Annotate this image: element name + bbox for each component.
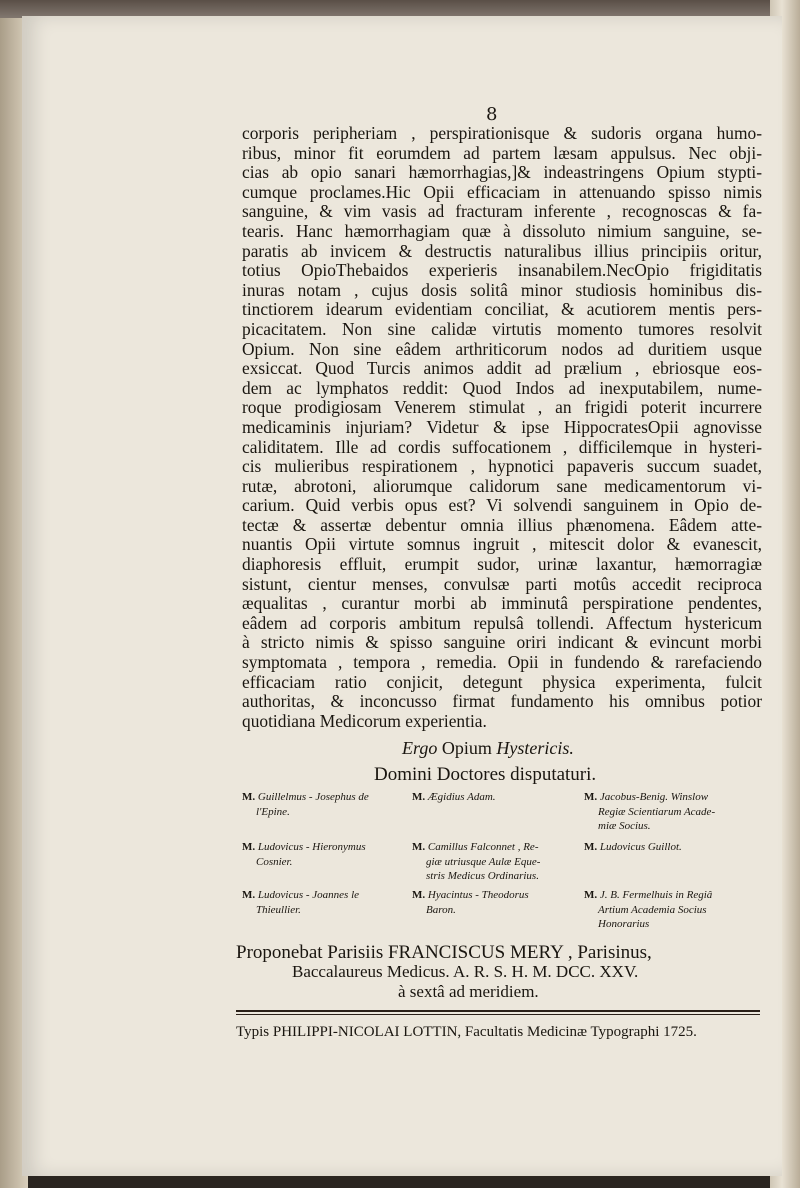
doctor-entry (412, 840, 540, 884)
divider-rule-thin (236, 1014, 760, 1015)
body-line: efficaciam ratio conjicit, detegunt physica experimenta, fulcit (242, 672, 762, 692)
conclusion-hystericis: Hystericis. (496, 738, 574, 758)
body-line: cis mulieribus respirationem , hypnotici papaveris succum suadet, (242, 457, 762, 477)
conclusion-opium: Opium (441, 738, 492, 758)
doctor-name-line: Honorarius (598, 918, 650, 930)
body-line: authoritas, & inconcusso firmat fundamento his omnibus potior (242, 692, 762, 712)
doctor-name-line: Artium Academia Socius (598, 903, 707, 916)
body-line: tearis. Hanc hæmorrhagiam quæ à dissoluto nimium sanguine, se- (242, 221, 762, 241)
doctor-entry (584, 888, 712, 932)
body-line: picacitatem. Non sine calidæ virtutis momento tumores resolvit (242, 319, 762, 339)
body-line: ribus, minor fit eorumdem ad partem læsam appulsus. Nec obji- (242, 143, 762, 163)
doctor-name-line: miæ Socius. (598, 820, 651, 832)
body-line: totius OpioThebaidos experieris insanabilem.NecOpio frigiditatis (242, 261, 762, 281)
body-line: diaphoresis effluit, erumpit sudor, urinæ laxantur, hæmorragiæ (242, 555, 762, 575)
doctor-title: M. (412, 791, 428, 803)
body-line: à stricto nimis & spisso sanguine oriri indicant & evincunt morbi (242, 633, 762, 653)
printer-imprint: Typis PHILIPPI-NICOLAI LOTTIN, Facultatis Medicinæ Typographi 1725. (236, 1024, 697, 1040)
body-line: symptomata , tempora , remedia. Opii in fundendo & rarefaciendo (242, 653, 762, 673)
doctor-name-line: Cosnier. (256, 855, 293, 868)
doctor-title: M. (584, 791, 600, 803)
body-line: roque prodigiosam Venerem stimulat , an frigidi poterit incurrere (242, 398, 762, 418)
body-line: sanguine, & vim vasis ad fracturam inferente , recognoscas & fa- (242, 202, 762, 222)
doctor-entry (412, 888, 529, 917)
conclusion-ergo: Ergo (402, 738, 438, 758)
time-line: à sextâ ad meridiem. (398, 982, 539, 1001)
doctor-title: M. (242, 841, 258, 853)
doctor-entry (584, 840, 682, 855)
body-line: quotidiana Medicorum experientia. (242, 711, 487, 731)
doctor-name-line: J. B. Fermelhuis in Regiâ (599, 889, 713, 901)
doctor-name-line: Ludovicus - Hieronymus (257, 841, 366, 853)
doctor-name-line: Hyacintus - Theodorus (427, 889, 529, 901)
body-line: sistunt, cientur menses, convulsæ parti motûs accedit reciproca (242, 574, 762, 594)
doctor-name-line: giæ utriusque Aulæ Eque- (426, 855, 541, 868)
conclusion-line (402, 738, 574, 759)
doctor-entry (242, 840, 366, 869)
body-line: tectæ & assertæ debentur omnia illius phænomena. Eâdem atte- (242, 515, 762, 535)
body-line: nuantis Opii virtute somnus ingruit , mitescit dolor & evanescit, (242, 535, 762, 555)
doctor-name-line: Guillelmus - Josephus de (257, 791, 369, 803)
body-line: carium. Quid verbis opus est? Vi solvendi sanguinem in Opio de- (242, 496, 762, 516)
body-line: cumque proclames.Hic Opii efficaciam in attenuando spisso nimis (242, 182, 762, 202)
doctor-name-line: Ludovicus - Joannes le (257, 889, 360, 901)
proponebat-line: Proponebat Parisiis FRANCISCUS MERY , Parisinus, (236, 942, 652, 963)
body-line: eâdem ad corporis ambitum repulsâ tollendi. Affectum hystericum (242, 613, 762, 633)
body-line: rutæ, abrotoni, aliorumque calidorum sane medicamentorum vi- (242, 476, 762, 496)
body-line: caliditatem. Ille ad cordis suffocationem , difficilemque in hysteri- (242, 437, 762, 457)
body-line: Opium. Non sine eâdem arthriticorum nodos ad duritiem usque (242, 339, 762, 359)
body-line: corporis peripheriam , perspirationisque & sudoris organa humo- (242, 124, 762, 143)
doctors-heading: Domini Doctores disputaturi. (374, 764, 597, 785)
doctor-name-line: Camillus Falconnet , Re- (427, 841, 539, 853)
body-line: paratis ab invicem & destructis naturalibus illius principiis oritur, (242, 241, 762, 261)
body-paragraph (242, 124, 762, 731)
body-line: exsiccat. Quod Turcis animos addit ad prælium , ebriosque eos- (242, 359, 762, 379)
doctor-entry (584, 790, 715, 834)
doctor-name-line: Regiæ Scientiarum Acade- (598, 805, 716, 818)
doctor-title: M. (412, 841, 428, 853)
body-line: tinctiorem idearum evidentiam conciliat, & acutiorem mentis pers- (242, 300, 762, 320)
body-line: cias ab opio sanari hæmorrhagias,]& indeastringens Opium stypti- (242, 163, 762, 183)
doctor-name-line: Ludovicus Guillot. (599, 841, 682, 853)
body-line: dem ac lymphatos reddit: Quod Indos ad inexputabilem, nume- (242, 378, 762, 398)
doctor-name-line: l'Epine. (256, 805, 290, 818)
page-number: 8 (486, 104, 498, 125)
body-line: æqualitas , curantur morbi ab imminutâ perspiratione pendentes, (242, 594, 762, 614)
doctor-entry (242, 888, 359, 917)
doctor-entry (412, 790, 496, 805)
doctor-name-line: Jacobus-Benig. Winslow (599, 791, 709, 803)
baccalaureus-line: Baccalaureus Medicus. A. R. S. H. M. DCC. XXV. (292, 962, 639, 981)
doctor-title: M. (242, 791, 258, 803)
doctor-name-line: Ægidius Adam. (427, 791, 496, 803)
divider-rule (236, 1010, 760, 1012)
doctor-name-line: Thieullier. (256, 903, 301, 916)
doctor-title: M. (584, 889, 600, 901)
body-line: inuras notam , cujus dosis solitâ minor studiosis hominibus dis- (242, 280, 762, 300)
doctor-title: M. (584, 841, 600, 853)
doctor-title: M. (242, 889, 258, 901)
doctor-entry (242, 790, 369, 819)
doctor-name-line: stris Medicus Ordinarius. (426, 870, 539, 882)
body-line: medicaminis injuriam? Videtur & ipse HippocratesOpii agnovisse (242, 417, 762, 437)
doctor-name-line: Baron. (426, 903, 456, 916)
doctor-title: M. (412, 889, 428, 901)
